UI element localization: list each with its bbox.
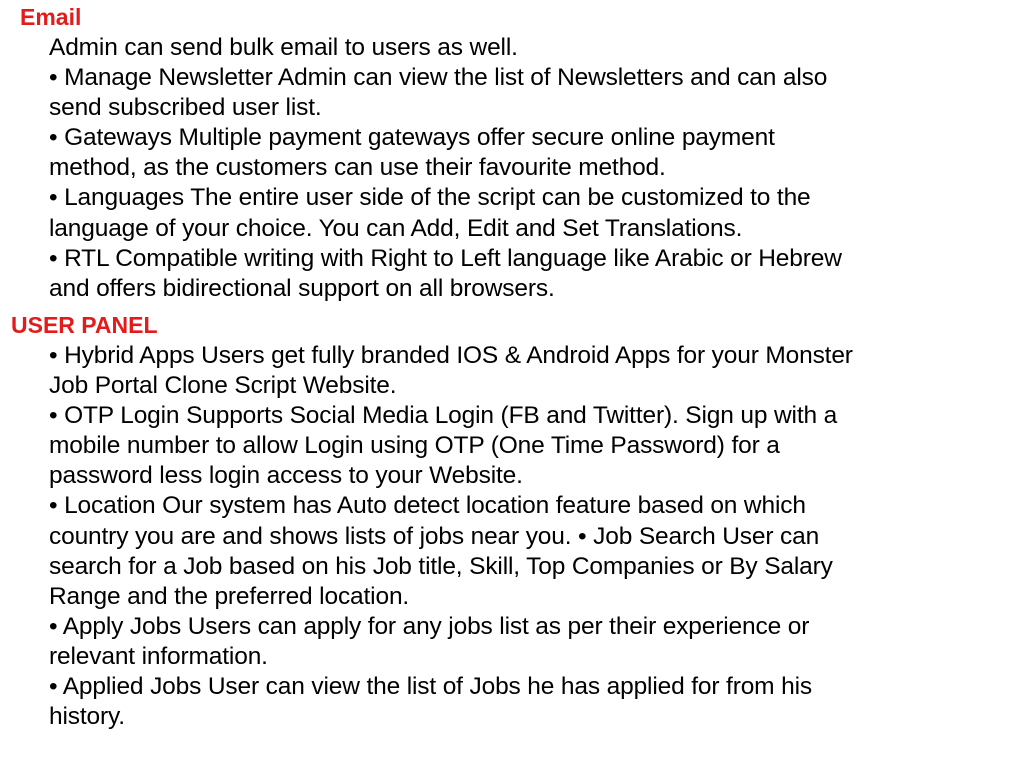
- email-line: • Gateways Multiple payment gateways offer secure online payment: [49, 124, 775, 152]
- user-panel-line: search for a Job based on his Job title, Skill, Top Companies or By Salary: [49, 552, 833, 580]
- user-panel-line: Job Portal Clone Script Website.: [49, 372, 397, 400]
- user-panel-line: mobile number to allow Login using OTP (One Time Password) for a: [49, 432, 780, 460]
- email-line: • RTL Compatible writing with Right to Left language like Arabic or Hebrew: [49, 244, 842, 272]
- user-panel-line: password less login access to your Website.: [49, 462, 523, 490]
- email-section-text: [49, 33, 1014, 304]
- email-line: language of your choice. You can Add, Edit and Set Translations.: [49, 214, 743, 242]
- user-panel-line: • Apply Jobs Users can apply for any jobs list as per their experience or: [49, 612, 810, 640]
- email-line: send subscribed user list.: [49, 94, 322, 122]
- email-line: • Languages The entire user side of the script can be customized to the: [49, 184, 811, 212]
- email-heading: Email: [20, 4, 82, 30]
- user-panel-line: • OTP Login Supports Social Media Login (FB and Twitter). Sign up with a: [49, 402, 838, 430]
- user-panel-line: Range and the preferred location.: [49, 582, 410, 610]
- email-line: Admin can send bulk email to users as well.: [49, 34, 518, 61]
- email-line: • Manage Newsletter Admin can view the list of Newsletters and can also: [49, 64, 828, 92]
- user-panel-line: history.: [49, 703, 125, 731]
- user-panel-line: • Location Our system has Auto detect location feature based on which: [49, 492, 806, 520]
- email-line: and offers bidirectional support on all browsers.: [49, 274, 555, 302]
- user-panel-heading: USER PANEL: [11, 312, 158, 338]
- user-panel-section-text: [49, 341, 1014, 732]
- user-panel-line: country you are and shows lists of jobs near you. • Job Search User can: [49, 522, 820, 550]
- user-panel-line: relevant information.: [49, 642, 268, 670]
- user-panel-line: • Applied Jobs User can view the list of Jobs he has applied for from his: [49, 673, 812, 701]
- email-line: method, as the customers can use their favourite method.: [49, 154, 666, 182]
- user-panel-line: • Hybrid Apps Users get fully branded IOS & Android Apps for your Monster: [49, 342, 853, 369]
